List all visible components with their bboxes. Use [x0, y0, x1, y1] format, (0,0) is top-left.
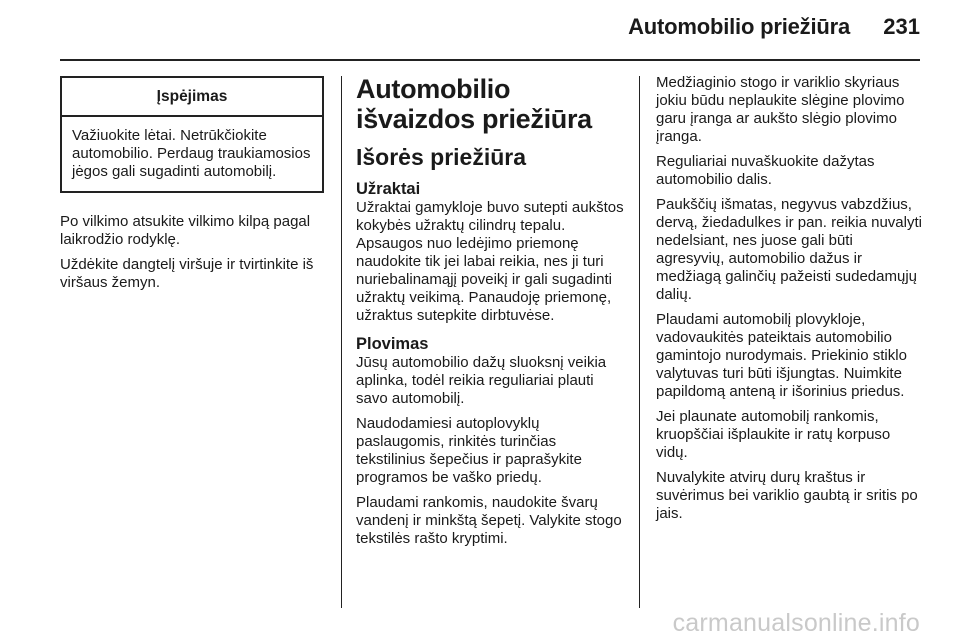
- paragraph: Paukščių išmatas, negyvus vabzdžius, dervą, žiedadulkes ir pan. reikia nuvalyti nedelsiant, nes juose gali būti agresyvių, automobilio dažus ir medžiagą galinčių pažeisti sudedamųjų dalių.: [656, 196, 922, 303]
- column-divider-2: [639, 76, 640, 608]
- section-sub-heading: Išorės priežiūra: [356, 144, 527, 170]
- subsection-heading-locks: Užraktai: [356, 180, 421, 198]
- warning-title: Įspėjimas: [62, 78, 322, 117]
- paragraph: Nuvalykite atvirų durų kraštus ir suvėrimus bei variklio gaubtą ir sritis po jais.: [656, 469, 918, 522]
- paragraph: Uždėkite dangtelį viršuje ir tvirtinkite iš viršaus žemyn.: [60, 256, 314, 291]
- right-column: [656, 74, 924, 530]
- paragraph: Plaudami automobilį plovykloje, vadovaukitės pateiktais automobilio gamintojo nurodymais. Priekinio stiklo valytuvas turi būti išjungtas. Nuimkite papildomą anteną ir išorinius priedus.: [656, 311, 907, 400]
- paragraph: Reguliariai nuvaškuokite dažytas automobilio dalis.: [656, 153, 875, 188]
- paragraph: Jei plaunate automobilį rankomis, kruopščiai išplaukite ir ratų korpuso vidų.: [656, 408, 891, 461]
- watermark: carmanualsonline.info: [672, 609, 920, 637]
- paragraph: Užraktai gamykloje buvo sutepti aukštos kokybės užraktų cilindrų tepalu. Apsaugos nuo ledėjimo priemonę naudokite tik jei labai reikia, nes ji turi nuriebalinamąjį poveikį ir gali sugadinti užraktų veikimą. Panaudoję priemonę, užraktus sutepkite dirbtuvėse.: [356, 199, 624, 324]
- header-rule: [60, 59, 920, 61]
- warning-box: [60, 76, 324, 193]
- left-column: [60, 74, 324, 299]
- paragraph: Naudodamiesi autoplovyklų paslaugomis, rinkitės turinčias tekstilinius šepečius ir paprašykite programos be vaško priedų.: [356, 415, 582, 486]
- column-divider-1: [341, 76, 342, 608]
- subsection-heading-washing: Plovimas: [356, 335, 429, 353]
- paragraph: Plaudami rankomis, naudokite švarų vandenį ir minkštą šepetį. Valykite stogo tekstilės rašto kryptimi.: [356, 494, 622, 547]
- page-header-title: Automobilio priežiūra: [628, 14, 850, 39]
- paragraph: Jūsų automobilio dažų sluoksnį veikia aplinka, todėl reikia reguliariai plauti savo automobilį.: [356, 354, 607, 407]
- middle-column: [356, 74, 628, 555]
- paragraph: Po vilkimo atsukite vilkimo kilpą pagal laikrodžio rodyklę.: [60, 213, 311, 248]
- paragraph: Medžiaginio stogo ir variklio skyriaus jokiu būdu neplaukite slėgine plovimo garu įranga ar aukšto slėgio plovimo įranga.: [656, 74, 905, 145]
- page-number: 231: [883, 14, 920, 39]
- warning-text: Važiuokite lėtai. Netrūkčiokite automobilio. Perdaug traukiamosios jėgos gali sugadinti automobilį.: [72, 127, 311, 180]
- section-main-heading: Automobilio išvaizdos priežiūra: [356, 74, 592, 134]
